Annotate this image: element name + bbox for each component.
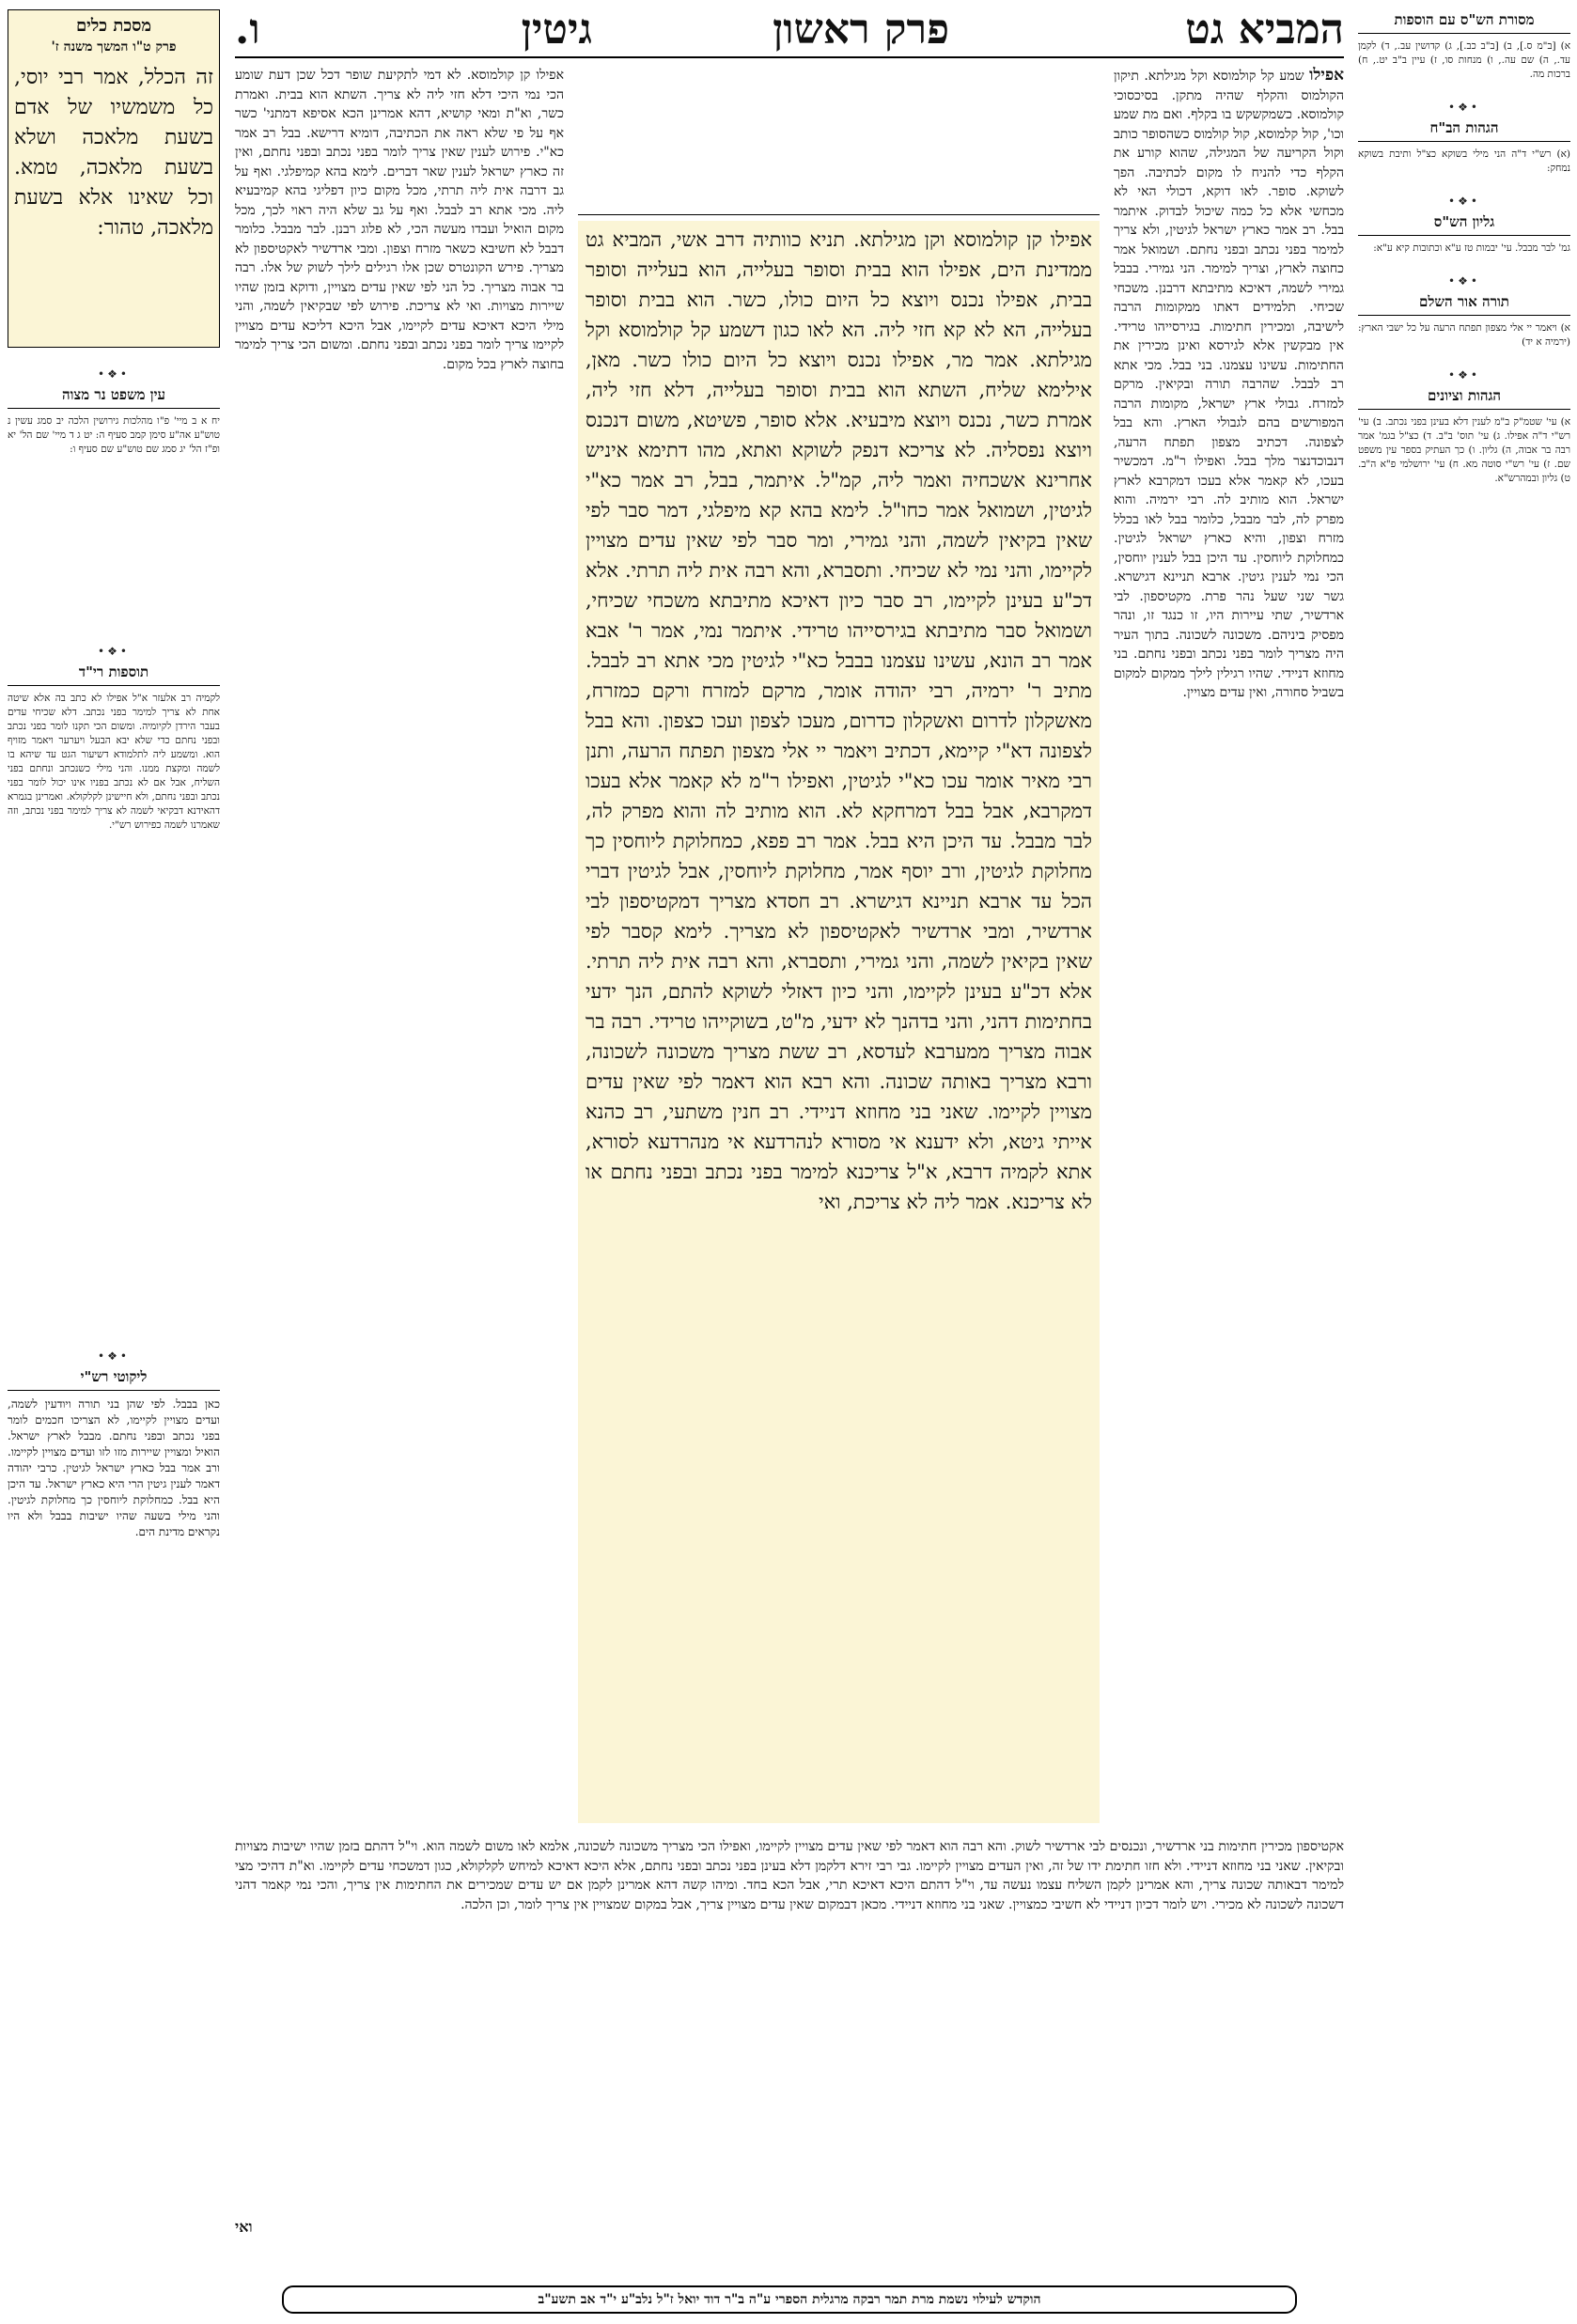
ein-mishpat-text: יח א ב מיי' פ"ו מהלכות גירושין הלכה יב סמג עשין נ טוש"ע אה"ע סימן קמב סעיף ה: יט ג ד מיי' שם הל' יא ופ"ז הל' יג סמג שם טוש"ע שם סעיף ו:: [8, 415, 220, 455]
hagahot-text: א) עי' שטמ"ק ב"מ לענין דלא בעינן בפני נכתב. ב) עי' רש"י ד"ה אפילו. ג) עי' תוס' ב"ב. ד) כצ"ל בגמ' אמר רבה בר אבוה, ה) גליון. ו) כך העתיק בספר עין משפט שם. ז) עי' רש"י סוטה מא. ח) עי' ירושלמי פ"א ה"ב. ט) גליון ובמהרש"א.: [1358, 416, 1570, 484]
tosafot-rid-title: תוספות רי"ד: [8, 663, 220, 686]
masechet-title: גיטין: [521, 6, 592, 54]
bottom-commentary: [235, 1837, 1344, 2213]
header-rule: [235, 56, 1344, 58]
tosafot-rid-text: לקמיה רב אלעזר א"ל אפילו לא כתב בה אלא שיטה אחת לא צריך למימר בפני נכתב. דלא שכיחי עדים בעבר הירדן לקיומיה. ומשום הכי תקנו לומר בפני נכתב ובפני נחתם כדי שלא יבא הבעל ויערער ויאמר מזויף הוא. ומשמע ליה לתלמודא דשיעור הגט עד שיהא בו לשמה ומקצת ממנו. והני מילי כשנכתב ונחתם בפני השליח, אבל אם לא נכתב בפניו אינו יכול לומר בפני נכתב ובפני נחתם, ולא חיישינן לקלקולא. ואמרינן בגמרא דהאידנא דבקיאי לשמה לא צריך למימר בפני נכתב, וזה שאמרנו לשמה כפירוש רש"י.: [8, 693, 220, 831]
gilyon-title: גליון הש"ס: [1358, 213, 1570, 236]
ornament: •❖•: [1448, 274, 1480, 288]
hagahot-title: הגהות וציונים: [1358, 387, 1570, 410]
ornament: •❖•: [1448, 195, 1480, 208]
right-margin: [1358, 11, 1570, 486]
rashi-column: [1114, 66, 1344, 1823]
likutei-rashi-text: כאן בבבל. לפי שהן בני תורה ויודעין לשמה, ועדים מצויין לקיימו, לא הצריכו חכמים לומר בפני נכתב ובפני נחתם. מבבל לארץ ישראל. הואיל ומצויין שיירות מזו לזו ועדים מצויין לקיימו. ורב אמר בבל כארץ ישראל לגיטין. כרבי יהודה דאמר לענין גיטין הרי היא כארץ ישראל. עד היכן היא בבל. כמחלוקת ליוחסין כך מחלוקת לגיטין. והני מילי בשעה שהיו ישיבות בבבל ולא היו נקראים מדינת הים.: [8, 1397, 220, 1538]
mishnah-box-text: זה הכלל, אמר רבי יוסי, כל משמשיו של אדם בשעת מלאכה ושלא בשעת מלאכה, טמא. וכל שאינו אלא בשעת מלאכה, טהור:: [14, 66, 213, 240]
gemara-text: אפילו קן קולמוסא וקן מגילתא. תניא כוותיה דרב אשי, המביא גט ממדינת הים, אפילו הוא בבית וסופר בעלייה, הוא בעלייה וסופר בבית, אפילו נכנס ויוצא כל היום כולו, כשר. הוא בבית וסופר בעלייה, הא לא קא חזי ליה. הא לאו כגון דשמע קל קולמוסא וקל מגילתא. אמר מר, אפילו נכנס ויוצא כל היום כולו כשר. מאן, אילימא שליח, השתא הוא בבית וסופר בעלייה, דלא חזי ליה, אמרת כשר, נכנס ויוצא מיבעיא. אלא סופר, פשיטא, משום דנכנס ויוצא נפסליה. לא צריכא דנפק לשוקא ואתא, מהו דתימא איניש אחרינא אשכחיה ואמר ליה, קמ"ל. איתמר, בבל, רב אמר כא"י לגיטין, ושמואל אמר כחו"ל. לימא בהא קא מיפלגי, דמר סבר לפי שאין בקיאין לשמה, והני גמירי, ומר סבר לפי שאין עדים מצויין לקיימו, והני נמי לא שכיחי. ותסברא, והא רבה אית ליה תרתי. אלא דכ"ע בעינן לקיימו, רב סבר כיון דאיכא מתיבתא משכחי שכיחי, ושמואל סבר מתיבתא בגירסייהו טרידי. איתמר נמי, אמר ר' אבא אמר רב הונא, עשינו עצמנו בבבל כא"י לגיטין מכי אתא רב לבבל. מתיב ר' ירמיה, רבי יהודה אומר, מרקם למזרח ורקם כמזרח, מאשקלון לדרום ואשקלון כדרום, מעכו לצפון ועכו כצפון. והא בבל לצפונה דא"י קיימא, דכתיב ויאמר יי אלי מצפון תפתח הרעה, ותנן רבי מאיר אומר עכו כא"י לגיטין, ואפילו ר"מ לא קאמר אלא בעכו דמקרבא, אבל בבל דמרחקא לא. הוא מותיב לה והוא מפרק לה, לבר מבבל. עד היכן היא בבל. אמר רב פפא, כמחלוקת ליוחסין כך מחלוקת לגיטין, ורב יוסף אמר, מחלוקת ליוחסין, אבל לגיטין דברי הכל עד ארבא תניינא דגישרא. רב חסדא מצריך דמקטיספון לבי ארדשיר, ומבי ארדשיר לאקטיספון לא מצריך. לימא קסבר לפי שאין בקיאין לשמה, והני גמירי, ותסברא, והא רבה אית ליה תרתי. אלא דכ"ע בעינן לקיימו, והני כיון דאזלי לשוקא להתם, הנך ידעי בחתימות דהני, והני בדהנך לא ידעי, מ"ט, בשוקייהו טרידי. רבה בר אבוה מצריך ממערבא לעדסא, רב ששת מצריך משכונה לשכונה, ורבא מצריך באותה שכונה. והא רבא הוא דאמר לפי שאין עדים מצויין לקיימו. שאני בני מחוזא דניידי. רב חנין משתעי, רב כהנא אייתי גיטא, ולא ידענא אי מסורא לנהרדעא אי מנהרדעא לסורא, אתא לקמיה דרבא, א"ל צריכנא למימר בפני נכתב ובפני נחתם או לא צריכנא. אמר ליה לא צריכת, ואי: [586, 228, 1092, 1213]
tosafot-rid-section: [8, 639, 220, 1349]
hagahot-bach-text: (א) רש"י ד"ה הני מילי בשוקא כצ"ל ותיבת בשוקא נמחק:: [1358, 148, 1570, 174]
torah-or-title: תורה אור השלם: [1358, 293, 1570, 316]
likutei-rashi-title: ליקוטי רש"י: [8, 1368, 220, 1391]
gemara-column: [578, 221, 1100, 1823]
rashi-lead-word: אפילו: [1309, 66, 1344, 85]
dedication-text: הוקדש לעילוי נשמת מרת תמר רבקה מרגלית הספרי ע"ה ב"ר דוד יואל ז"ל נלב"ע י"ד אב תשע"ב: [538, 2292, 1041, 2307]
ornament: •❖•: [1448, 368, 1480, 382]
ein-mishpat-section: [8, 362, 220, 457]
page-number: ו.: [235, 6, 260, 54]
ornament: •❖•: [98, 1349, 130, 1363]
hagahot-bach-title: הגהות הב"ח: [1358, 119, 1570, 142]
ornament: •❖•: [1448, 101, 1480, 114]
ein-mishpat-title: עין משפט נר מצוה: [8, 386, 220, 409]
catchword: ואי: [235, 2218, 253, 2236]
ornament: •❖•: [98, 367, 130, 381]
tosafot-column: [235, 66, 564, 1823]
gilyon-text: גמ' לבר מבבל. עי' יבמות טז ע"א וכתובות קיא ע"א:: [1373, 242, 1570, 254]
likutei-rashi-section: [8, 1344, 220, 2242]
mishnah-box-title: מסכת כלים: [75, 16, 152, 36]
chapter-title: המביא גט: [1185, 6, 1344, 54]
mesoret-text: א) [ב"מ ס.], ב) [ב"ב כב.], ג) קדושין עב., ד) לקמן עד., ה) שם עה., ו) מנחות סו, ז) עיין ב"ב יט., ח) ברכות מה.: [1358, 40, 1570, 80]
mesoret-title: מסורת הש"ס עם הוספות: [1358, 11, 1570, 34]
torah-or-text: א) ויאמר יי אלי מצפון תפתח הרעה על כל ישבי הארץ: (ירמיה א יד): [1358, 322, 1570, 348]
perek-title: פרק ראשון: [773, 6, 949, 54]
rashi-text: שמע קל קולמוסא וקל מגילתא. תיקון הקולמוס והקלף שהיה מתקן. בסיכסוכי קולמוסא. כשמקשקש בו בקלף. ואם מת שמע וכו', קול קלמוסא, קול קולמוס כשהסופר כותב וקול הקריעה של המגילה, שהוא קורע את הקלף כדי להניח לו מקום לכתיבה. הפך לשוקא. סופר. לאו דוקא, דכולי האי לא מכחשי אלא כל כמה שיכול לבדוק. איתמר בבל. רב אמר כארץ ישראל לגיטין, ולא צריך למימר בפני נכתב ובפני נחתם. ושמואל אמר כחוצה לארץ, וצריך למימר. הני גמירי. בבבל גמירי לשמה, דאיכא מתיבתא דרבנן. משכחי שכיחי. תלמידים דאתו ממקומות הרבה לישיבה, ומכירין חתימות. בגירסייהו טרידי. אין מבקשין אלא לגירסא ואינן מכירין את החתימות. עשינו עצמנו. בני בבל. מכי אתא רב לבבל. שהרבה תורה ובקיאין. מרקם למזרח. גבולי ארץ ישראל, מקומות הרבה המפורשים בהם לגבולי הארץ. והא בבל לצפונה. דכתיב מצפון תפתח הרעה, דנבוכדנצר מלך בבל. ואפילו ר"מ. דמכשיר בעכו, לא קאמר אלא בעכו דמקרבא לארץ ישראל. הוא מותיב לה. רבי ירמיה. והוא מפרק לה, לבר מבבל, כלומר בבל לאו בכלל מזרח וצפון, והיא כארץ ישראל לגיטין. כמחלוקת ליוחסין. עד היכן בבל לענין יוחסין, הכי נמי לענין גיטין. ארבא תניינא דגישרא. גשר שני שעל נהר פרת. מקטיספון. לבי ארדשיר, שתי עיירות היו, זו כנגד זו, ונהר מפסיק ביניהם. משכונה לשכונה. בתוך העיר היה מצריך לומר בפני נכתב ובפני נחתם. בני מחוזא דניידי. שהיו רגילין לילך ממקום למקום בשביל סחורה, ואין עדים מצויין.: [1114, 69, 1344, 700]
tosafot-text: אפילו קן קולמוסא. לא דמי לתקיעת שופר דכל שכן דעת שומע הכי נמי היכי דלא חזי ליה לא צריך. השתא הוא בבית. ואמרת כשר, וא"ת ומאי קושיא, דהא אמרינן הכא אסיפא דמתני' כשר אף על פי שלא ראה את הכתיבה, דומיא דרישא. בבל רב אמר כא"י. פירוש לענין שאין צריך לומר בפני נכתב ובפני נחתם, ואין זה כארץ ישראל לענין שאר דברים. לימא בהא קמיפלגי. ואף על גב דרבה אית ליה תרתי, מכל מקום כיון דפליגי בהא קמיבעיא ליה. מכי אתא רב לבבל. ואף על גב שלא היה ראוי לכך, מכל מקום הואיל ועבדו מעשה הכי, לא פלוג רבנן. לבר מבבל. כלומר דבבל לא חשיבא כשאר מזרח וצפון. ומבי ארדשיר לאקטיספון לא מצריך. פירש הקונטרס שכן אלו רגילים לילך לשוק של אלו. רבה בר אבוה מצריך. כל הני לפי שאין עדים מצויין, ודוקא בזמן שהיו שיירות מצויות. ואי לא צריכת. פירוש לפי שבקיאין לשמה, והני מילי היכא דאיכא עדים לקיימו, אבל היכא דליכא עדים מצויין לקיימו צריך לומר בפני נכתב ובפני נחתם. ומשום הכי צריך למימר בחוצה לארץ בכל מקום.: [235, 68, 564, 372]
bottom-commentary-text: אקטיספון מכירין חתימות בני ארדשיר, ונכנסים לבי ארדשיר לשוק. והא רבה הוא דאמר לפי שאין עדים מצויין לקיימו, ואפילו הכי מצריך משכונה לשכונה, אלמא לאו משום לשמה הוא. וי"ל דהתם בזמן שהיו ישיבות מצויות ובקיאין. שאני בני מחוזא דניידי. ולא חזו חתימת ידו של זה, ואין העדים מצויין לקיימו. גבי רבי זירא דלקמן דלא בעינן בפני נכתב ובפני נחתם, אלא היכא דאיכא למיחש לקלקולא, כגון דמשכחי עדים לקיימו. וא"ת דהיכי מצי למימר דבאותה שכונה צריך, והא אמרינן לקמן השליח עצמו נעשה עד, וי"ל דהתם היכא דאיכא תרי, אבל הכא בחד. ומיהו קשה דהא אמרינן לקמן אם יש עדים שמכירים את החתימות אין צריך, והכי נמי קאמר דהני דשכונה לשכונה לא מכירי. ויש לומר דכיון דניידי לא חשיבי כמצויין. שאני בני מחוזא דניידי. מכאן דבמקום שאין עדים מצויין צריך, אבל במקום שמצויין אין צריך לומר, וכן הלכה.: [235, 1839, 1344, 1912]
tosafot-top-strip-rule: [578, 214, 1100, 215]
mishnah-box: [8, 9, 220, 348]
dedication-footer: [282, 2285, 1297, 2314]
ornament: •❖•: [98, 645, 130, 658]
mishnah-box-subtitle: פרק ט"ו המשך משנה ז': [51, 39, 177, 55]
page-header: [235, 6, 1344, 55]
